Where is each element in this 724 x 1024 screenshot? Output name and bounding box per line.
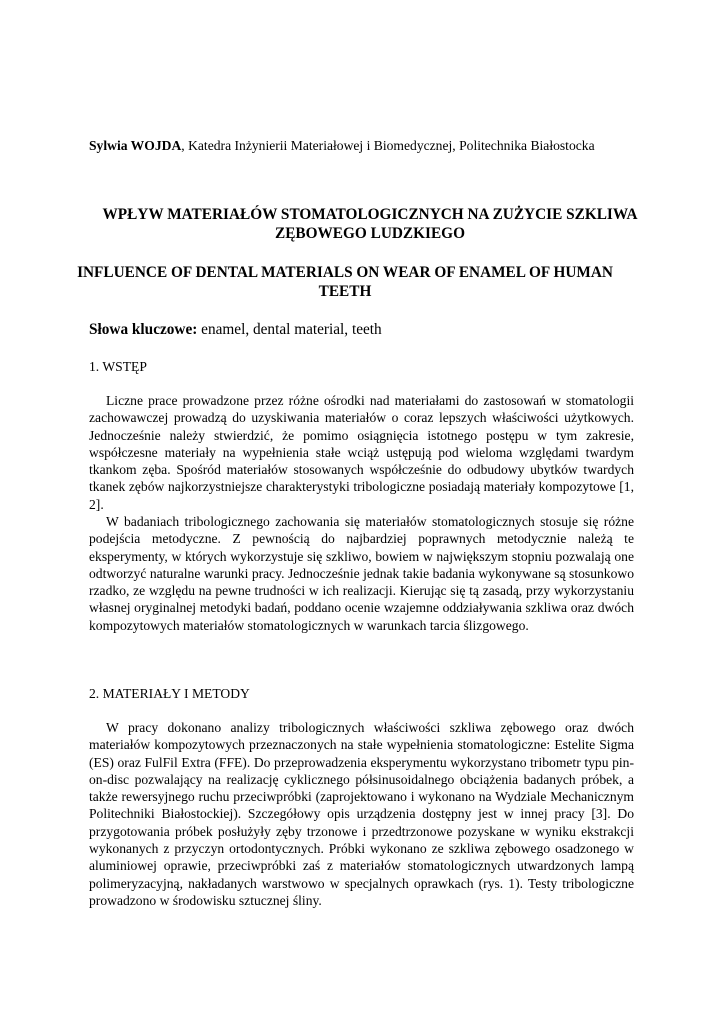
keywords-line (89, 320, 649, 340)
author-affiliation: , Katedra Inżynierii Materiałowej i Biomedycznej, Politechnika Białostocka (181, 138, 595, 153)
title-polish: WPŁYW MATERIAŁÓW STOMATOLOGICZNYCH NA ZUŻYCIE SZKLIWA ZĘBOWEGO LUDZKIEGO (102, 206, 638, 242)
author-line (89, 137, 649, 155)
title-english: INFLUENCE OF DENTAL MATERIALS ON WEAR OF ENAMEL OF HUMAN TEETH (77, 264, 613, 300)
keywords-value: enamel, dental material, teeth (197, 321, 382, 338)
paragraph: Liczne prace prowadzone przez różne ośrodki nad materiałami do zastosowań w stomatologii zachowawczej prowadzą do uzyskiwania materiałów o coraz lepszych właściwości użytkowych. Jednocześnie należy stwierdzić, że pomimo osiągnięcia istotnego postępu w tym zakresie, współczesne materiały na wypełnienia stałe wciąż ustępują pod wieloma względami twardym tkankom zęba. Spośród materiałów stosowanych współcześnie do odbudowy ubytków twardych tkanek zębów najkorzystniejsze charakterystyki tribologiczne posiadają materiały kompozytowe [1, 2]. (89, 393, 634, 512)
keywords-label: Słowa kluczowe: (89, 321, 198, 338)
section-heading-introduction: 1. WSTĘP (89, 359, 147, 374)
author-name: Sylwia WOJDA (89, 138, 182, 153)
section-heading-materials-methods: 2. MATERIAŁY I METODY (89, 686, 250, 701)
paragraph: W badaniach tribologicznego zachowania się materiałów stomatologicznych stosuje się różne podejścia metodyczne. Z pewnością do najbardziej poprawnych metodycznie należą te eksperymenty, w których wykorzystuje się szkliwo, bowiem w największym stopniu pozwalają one odtworzyć naturalne warunki pracy. Jednocześnie jednak takie badania wykonywane są stosunkowo rzadko, ze względu na pewne trudności w ich realizacji. Kierując się tą zasadą, przy wykorzystaniu własnej oryginalnej metodyki badań, poddano ocenie wzajemne oddziaływania szkliwa oraz dwóch kompozytowych materiałów stomatologicznych w warunkach tarcia ślizgowego. (89, 514, 634, 633)
paragraph: W pracy dokonano analizy tribologicznych właściwości szkliwa zębowego oraz dwóch materiałów kompozytowych przeznaczonych na stałe wypełnienia stomatologiczne: Estelite Sigma (ES) oraz FulFil Extra (FFE). Do przeprowadzenia eksperymentu wykorzystano tribometr typu pin-on-disc pozwalający na realizację cyklicznego półsinusoidalnego obciążenia badanych próbek, a także rewersyjnego ruchu przeciwpróbki (zaprojektowano i wykonano na Wydziale Mechanicznym Politechniki Białostockiej). Szczegółowy opis urządzenia dostępny jest w innej pracy [3]. Do przygotowania próbek posłużyły zęby trzonowe i przedtrzonowe pozyskane w wyniku ekstrakcji wykonanych z przyczyn ortodontycznych. Próbki wykonano ze szkliwa zębowego osadzonego w aluminiowej oprawie, przeciwpróbki zaś z materiałów stomatologicznych utwardzonych lampą polimeryzacyjną, nakładanych warstwowo w specjalnych oprawkach (rys. 1). Testy tribologiczne prowadzono w środowisku sztucznej śliny. (89, 720, 634, 908)
